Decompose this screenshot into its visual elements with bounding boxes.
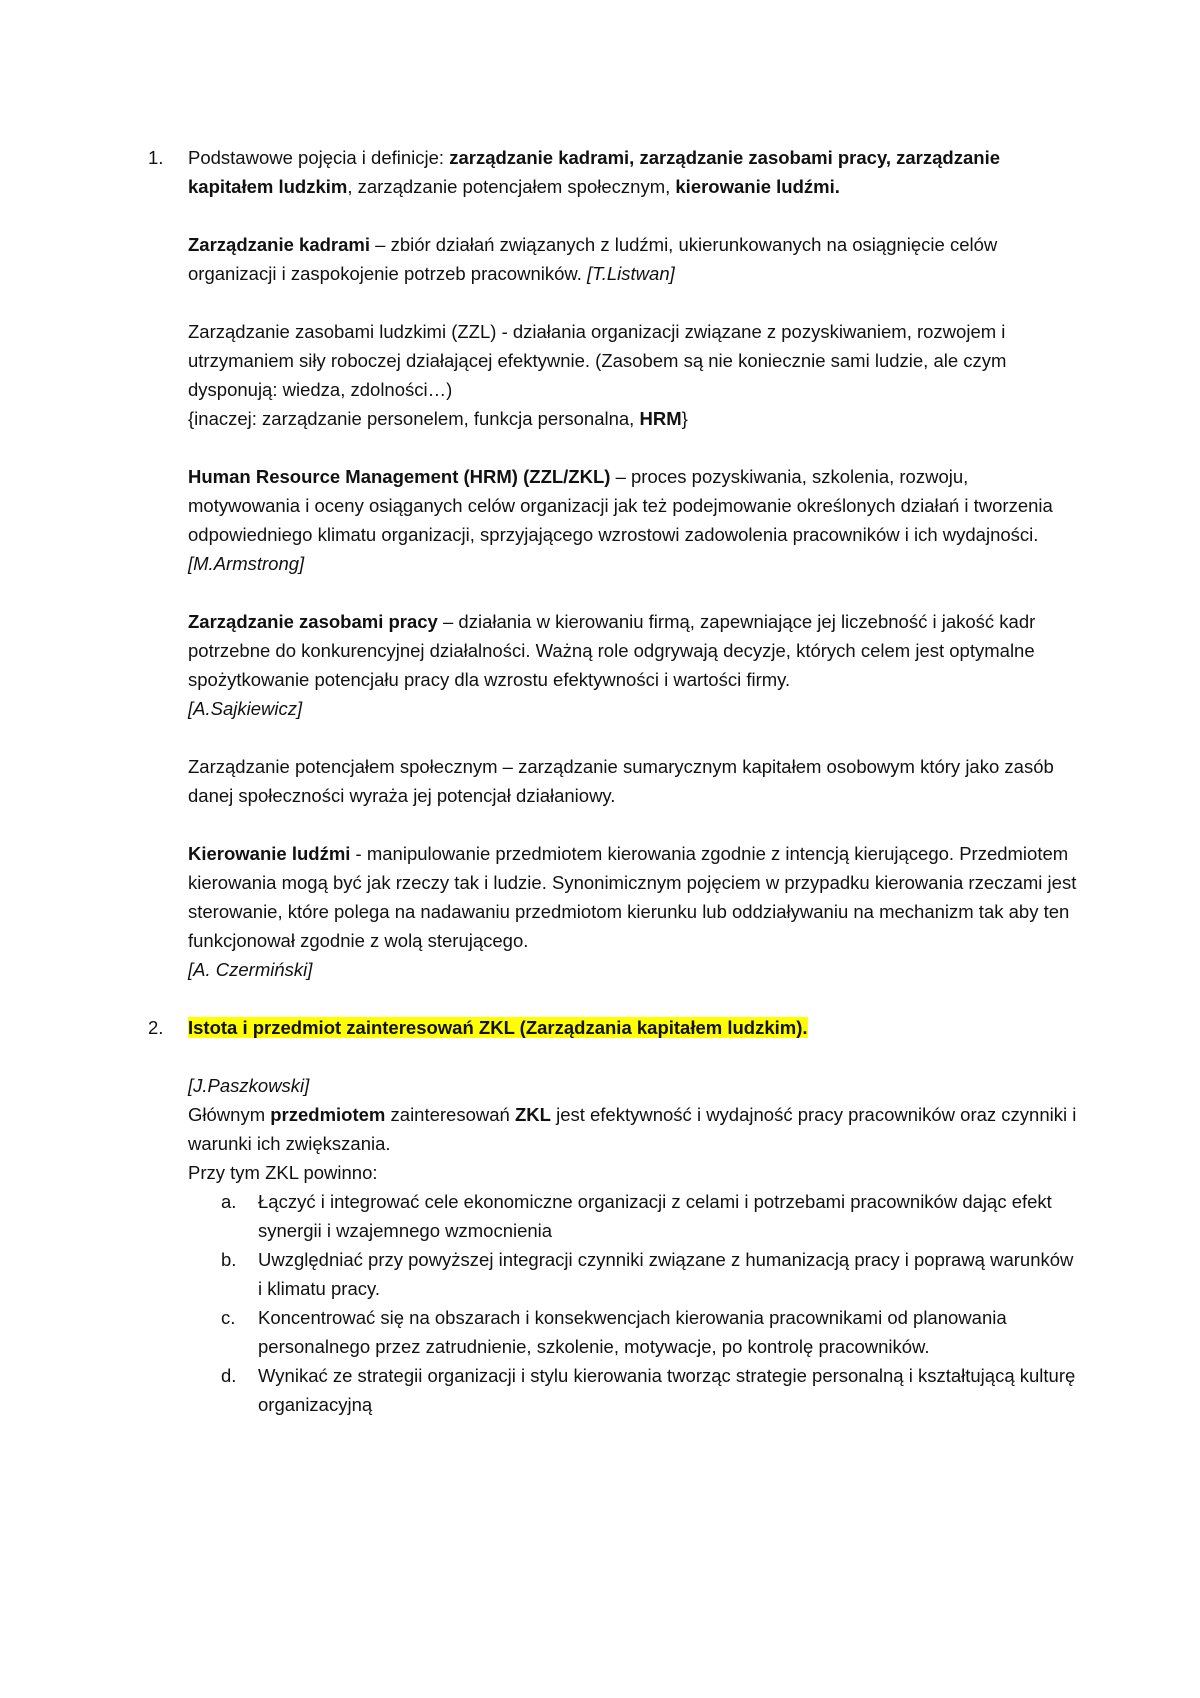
- sub-list-text: Wynikać ze strategii organizacji i stylu kierowania tworząc strategie personalną i kształtującą kulturę organizacyjną: [258, 1365, 1076, 1415]
- term: ZKL: [514, 1104, 551, 1125]
- paragraph-text: Przy tym ZKL powinno:: [188, 1162, 378, 1183]
- definition-text: - manipulowanie przedmiotem kierowania zgodnie z intencją kierującego. Przedmiotem kierowania mogą być jak rzeczy tak i ludzie. Synonimicznym pojęciem w przypadku kierowania rzeczami jest sterowanie, które polega na nadawaniu przedmiotom kierunku lub oddziaływaniu na mechanizm tak aby ten funkcjonował zgodnie z wolą sterującego.: [188, 843, 1077, 951]
- paragraph-text: zainteresowań: [385, 1104, 515, 1125]
- intro-text: , zarządzanie potencjałem społecznym,: [347, 176, 676, 197]
- sub-list-marker: a.: [221, 1191, 237, 1212]
- term: Human Resource Management (HRM) (ZZL/ZKL): [188, 466, 611, 487]
- section-2: [148, 1013, 1078, 1419]
- definition-text: – działania w kierowaniu firmą, zapewniające jej liczebność i jakość kadr potrzebne do konkurencyjnej działalności. Ważną role odgrywają decyzje, których celem jest optymalne spożytkowanie potencjału pracy dla wzrostu efektywności i wartości firmy.: [188, 611, 1036, 690]
- definition-zasoby-pracy: [188, 607, 1078, 694]
- citation: [M.Armstrong]: [188, 553, 305, 574]
- list-number: 1.: [148, 147, 164, 168]
- section-1-intro: [188, 143, 1078, 201]
- citation: [A.Sajkiewicz]: [188, 698, 303, 719]
- sub-list-item: [188, 1303, 1078, 1361]
- section-2-paragraph: [188, 1100, 1078, 1158]
- paragraph-text: jest efektywność i wydajność pracy pracowników oraz czynniki i warunki ich zwiększania.: [188, 1104, 1077, 1154]
- section-2-heading: [188, 1013, 1078, 1042]
- definition-hrm: [188, 462, 1078, 578]
- intro-text: Podstawowe pojęcia i definicje:: [188, 147, 450, 168]
- citation: [J.Paszkowski]: [188, 1075, 310, 1096]
- section-1: [148, 143, 1078, 984]
- term: Zarządzanie zasobami pracy: [188, 611, 438, 632]
- definition-text: – zbiór działań związanych z ludźmi, ukierunkowanych na osiągnięcie celów organizacji i zaspokojenie potrzeb pracowników.: [188, 234, 998, 284]
- citation-line: [188, 955, 1078, 984]
- term: Zarządzanie kadrami: [188, 234, 370, 255]
- citation-line: [188, 1071, 1078, 1100]
- citation-line: [188, 694, 1078, 723]
- highlighted-heading: Istota i przedmiot zainteresowań ZKL (Zarządzania kapitałem ludzkim).: [188, 1017, 808, 1038]
- citation: [A. Czermiński]: [188, 959, 313, 980]
- list-number: 2.: [148, 1017, 164, 1038]
- definition-potencjal: [188, 752, 1078, 810]
- definition-text: Zarządzanie potencjałem społecznym – zarządzanie sumarycznym kapitałem osobowym który jako zasób danej społeczności wyraża jej potencjał działaniowy.: [188, 756, 1054, 806]
- definition-zzl: [188, 317, 1078, 404]
- sub-list-item: [188, 1245, 1078, 1303]
- term: przedmiotem: [270, 1104, 386, 1125]
- definition-kierowanie: [188, 839, 1078, 955]
- definition-kadry: [188, 230, 1078, 288]
- term: Kierowanie ludźmi: [188, 843, 351, 864]
- sub-list-text: Koncentrować się na obszarach i konsekwencjach kierowania pracownikami od planowania personalnego przez zatrudnienie, szkolenie, motywacje, po kontrolę pracowników.: [258, 1307, 1007, 1357]
- citation: [T.Listwan]: [587, 263, 675, 284]
- sub-list-marker: c.: [221, 1307, 236, 1328]
- term: HRM: [639, 408, 682, 429]
- definition-text: – proces pozyskiwania, szkolenia, rozwoju, motywowania i oceny osiąganych celów organizacji jak też podejmowanie określonych działań i tworzenia odpowiedniego klimatu organizacji, sprzyjającego wzrostowi zadowolenia pracowników i ich wydajności.: [188, 466, 1053, 545]
- sub-list-text: Łączyć i integrować cele ekonomiczne organizacji z celami i potrzebami pracowników dając efekt synergii i wzajemnego wzmocnienia: [258, 1191, 1052, 1241]
- definition-text: }: [681, 408, 688, 429]
- definition-zzl-alt: [188, 404, 1078, 433]
- sub-list-marker: b.: [221, 1249, 237, 1270]
- sub-list-marker: d.: [221, 1365, 237, 1386]
- sub-list-text: Uwzględniać przy powyższej integracji czynniki związane z humanizacją pracy i poprawą warunków i klimatu pracy.: [258, 1249, 1074, 1299]
- section-2-lead: [188, 1158, 1078, 1187]
- sub-list-item: [188, 1187, 1078, 1245]
- intro-bold: kierowanie ludźmi.: [675, 176, 840, 197]
- paragraph-text: Głównym: [188, 1104, 271, 1125]
- document-body: [148, 143, 1078, 1419]
- intro-bold: zarządzanie kadrami, zarządzanie zasobami pracy, zarządzanie kapitałem ludzkim: [188, 147, 1000, 197]
- sub-list-item: [188, 1361, 1078, 1419]
- definition-text: Zarządzanie zasobami ludzkimi (ZZL) - działania organizacji związane z pozyskiwaniem, rozwojem i utrzymaniem siły roboczej działającej efektywnie. (Zasobem są nie koniecznie sami ludzie, ale czym dysponują: wiedza, zdolności…): [188, 321, 1007, 400]
- definition-text: {inaczej: zarządzanie personelem, funkcja personalna,: [188, 408, 640, 429]
